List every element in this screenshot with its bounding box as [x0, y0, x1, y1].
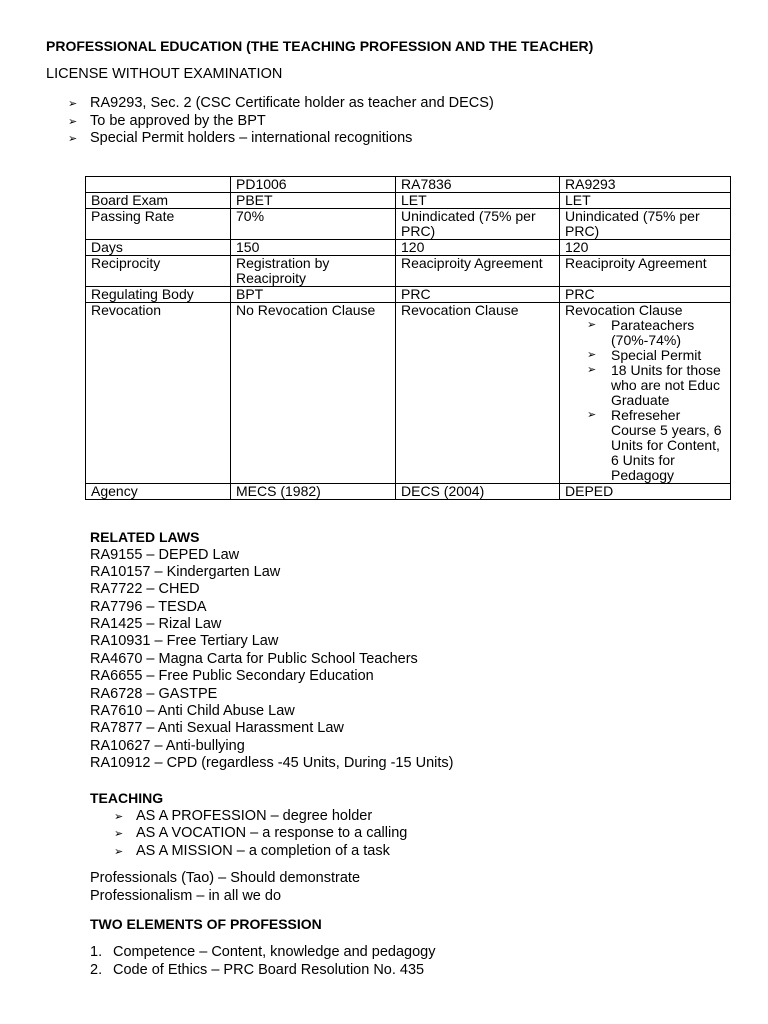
list-item: 2. Code of Ethics – PRC Board Resolution No. 435 — [90, 961, 425, 978]
table-cell: Unindicated (75% per PRC) — [396, 209, 560, 240]
list-item: ➢ Refreseher Course 5 years, 6 Units for Content, 6 Units for Pedagogy — [587, 407, 722, 483]
table-cell: Agency — [86, 484, 231, 500]
table-cell: Unindicated (75% per PRC) — [560, 209, 731, 240]
section-heading: RELATED LAWS — [90, 529, 200, 545]
table-cell: Days — [86, 240, 231, 256]
arrow-bullet-icon: ➢ — [587, 364, 597, 376]
list-item: ➢ 18 Units for those who are not Educ Graduate — [587, 362, 721, 408]
revocation-bullet-list — [565, 318, 725, 483]
page-title: PROFESSIONAL EDUCATION (THE TEACHING PROFESSION AND THE TEACHER) — [46, 38, 594, 54]
table-cell: Reciprocity — [86, 256, 231, 287]
list-item: RA7610 – Anti Child Abuse Law — [90, 703, 295, 720]
arrow-bullet-icon: ➢ — [587, 409, 597, 421]
table-cell: DECS (2004) — [396, 484, 560, 500]
table-row — [86, 193, 731, 209]
list-item: RA6728 – GASTPE — [90, 685, 218, 702]
arrow-bullet-icon: ➢ — [114, 828, 124, 840]
list-item: ➢ RA9293, Sec. 2 (CSC Certificate holder as teacher and DECS) — [68, 95, 494, 113]
professionals-section — [90, 870, 360, 905]
table-cell: LET — [560, 193, 731, 209]
list-item: ➢ AS A MISSION – a completion of a task — [90, 843, 407, 861]
table-cell: Reaciproity Agreement — [560, 256, 731, 287]
arrow-bullet-icon: ➢ — [114, 810, 124, 823]
list-item: RA7877 – Anti Sexual Harassment Law — [90, 720, 344, 737]
arrow-bullet-icon: ➢ — [114, 845, 124, 858]
table-cell: BPT — [231, 287, 396, 303]
table-cell: 120 — [396, 240, 560, 256]
list-item: ➢ AS A PROFESSION – degree holder — [90, 808, 407, 826]
list-item: ➢ Special Permit — [587, 347, 702, 363]
arrow-bullet-icon: ➢ — [68, 98, 78, 110]
list-item: RA9155 – DEPED Law — [90, 546, 240, 563]
table-cell: RA7836 — [396, 177, 560, 193]
table-cell: 120 — [560, 240, 731, 256]
table-cell: Regulating Body — [86, 287, 231, 303]
table-cell: LET — [396, 193, 560, 209]
list-item: RA6655 – Free Public Secondary Education — [90, 668, 374, 685]
license-bullet-list — [68, 95, 494, 148]
elements-list — [90, 944, 435, 979]
table-cell: MECS (1982) — [231, 484, 396, 500]
list-item: RA10912 – CPD (regardless -45 Units, During -15 Units) — [90, 755, 454, 772]
table-row — [86, 484, 731, 500]
table-cell: PBET — [231, 193, 396, 209]
table-cell: 150 — [231, 240, 396, 256]
list-item: RA1425 – Rizal Law — [90, 616, 222, 633]
table-row — [86, 287, 731, 303]
list-item: 1. Competence – Content, knowledge and pedagogy — [90, 944, 436, 960]
paragraph-line: Professionalism – in all we do — [90, 887, 282, 904]
table-header-row — [86, 177, 731, 193]
table-cell — [86, 177, 231, 193]
table-cell: Revocation Clause — [396, 303, 560, 484]
table-cell: Passing Rate — [86, 209, 231, 240]
list-item: ➢ To be approved by the BPT — [68, 113, 494, 131]
table-cell: No Revocation Clause — [231, 303, 396, 484]
list-item: RA10157 – Kindergarten Law — [90, 563, 281, 580]
section-subtitle: LICENSE WITHOUT EXAMINATION — [46, 66, 283, 82]
elements-heading-block — [90, 916, 322, 934]
table-cell: PD1006 — [231, 177, 396, 193]
list-item: RA4670 – Magna Carta for Public School Teachers — [90, 650, 418, 667]
arrow-bullet-icon: ➢ — [587, 349, 597, 361]
list-item: ➢ AS A VOCATION – a response to a calling — [90, 825, 407, 843]
arrow-bullet-icon: ➢ — [587, 319, 597, 331]
paragraph-line: Professionals (Tao) – Should demonstrate — [90, 870, 361, 886]
section-heading: TEACHING — [90, 790, 164, 806]
table-cell: Revocation — [86, 303, 231, 484]
list-item: RA7796 – TESDA — [90, 598, 207, 615]
comparison-table — [85, 176, 731, 500]
table-cell: DEPED — [560, 484, 731, 500]
table-cell-revocation — [560, 303, 731, 484]
related-laws-section — [90, 529, 453, 773]
table-cell: Reaciproity Agreement — [396, 256, 560, 287]
table-row — [86, 303, 731, 484]
list-item: RA10931 – Free Tertiary Law — [90, 633, 279, 650]
revocation-label: Revocation Clause — [565, 302, 683, 318]
table-cell: RA9293 — [560, 177, 731, 193]
table-row — [86, 240, 731, 256]
list-item: RA7722 – CHED — [90, 581, 200, 598]
arrow-bullet-icon: ➢ — [68, 115, 78, 128]
table-row — [86, 256, 731, 287]
teaching-section — [90, 790, 407, 860]
table-cell: Board Exam — [86, 193, 231, 209]
list-item: ➢ Parateachers (70%-74%) — [587, 317, 695, 348]
table-cell: Registration by Reaciproity — [231, 256, 396, 287]
list-item: ➢ Special Permit holders – international recognitions — [68, 130, 494, 148]
table-cell: PRC — [396, 287, 560, 303]
table-cell: PRC — [560, 287, 731, 303]
table-row — [86, 209, 731, 240]
section-heading: TWO ELEMENTS OF PROFESSION — [90, 916, 322, 932]
table-cell: 70% — [231, 209, 396, 240]
arrow-bullet-icon: ➢ — [68, 133, 78, 145]
list-item: RA10627 – Anti-bullying — [90, 737, 245, 754]
